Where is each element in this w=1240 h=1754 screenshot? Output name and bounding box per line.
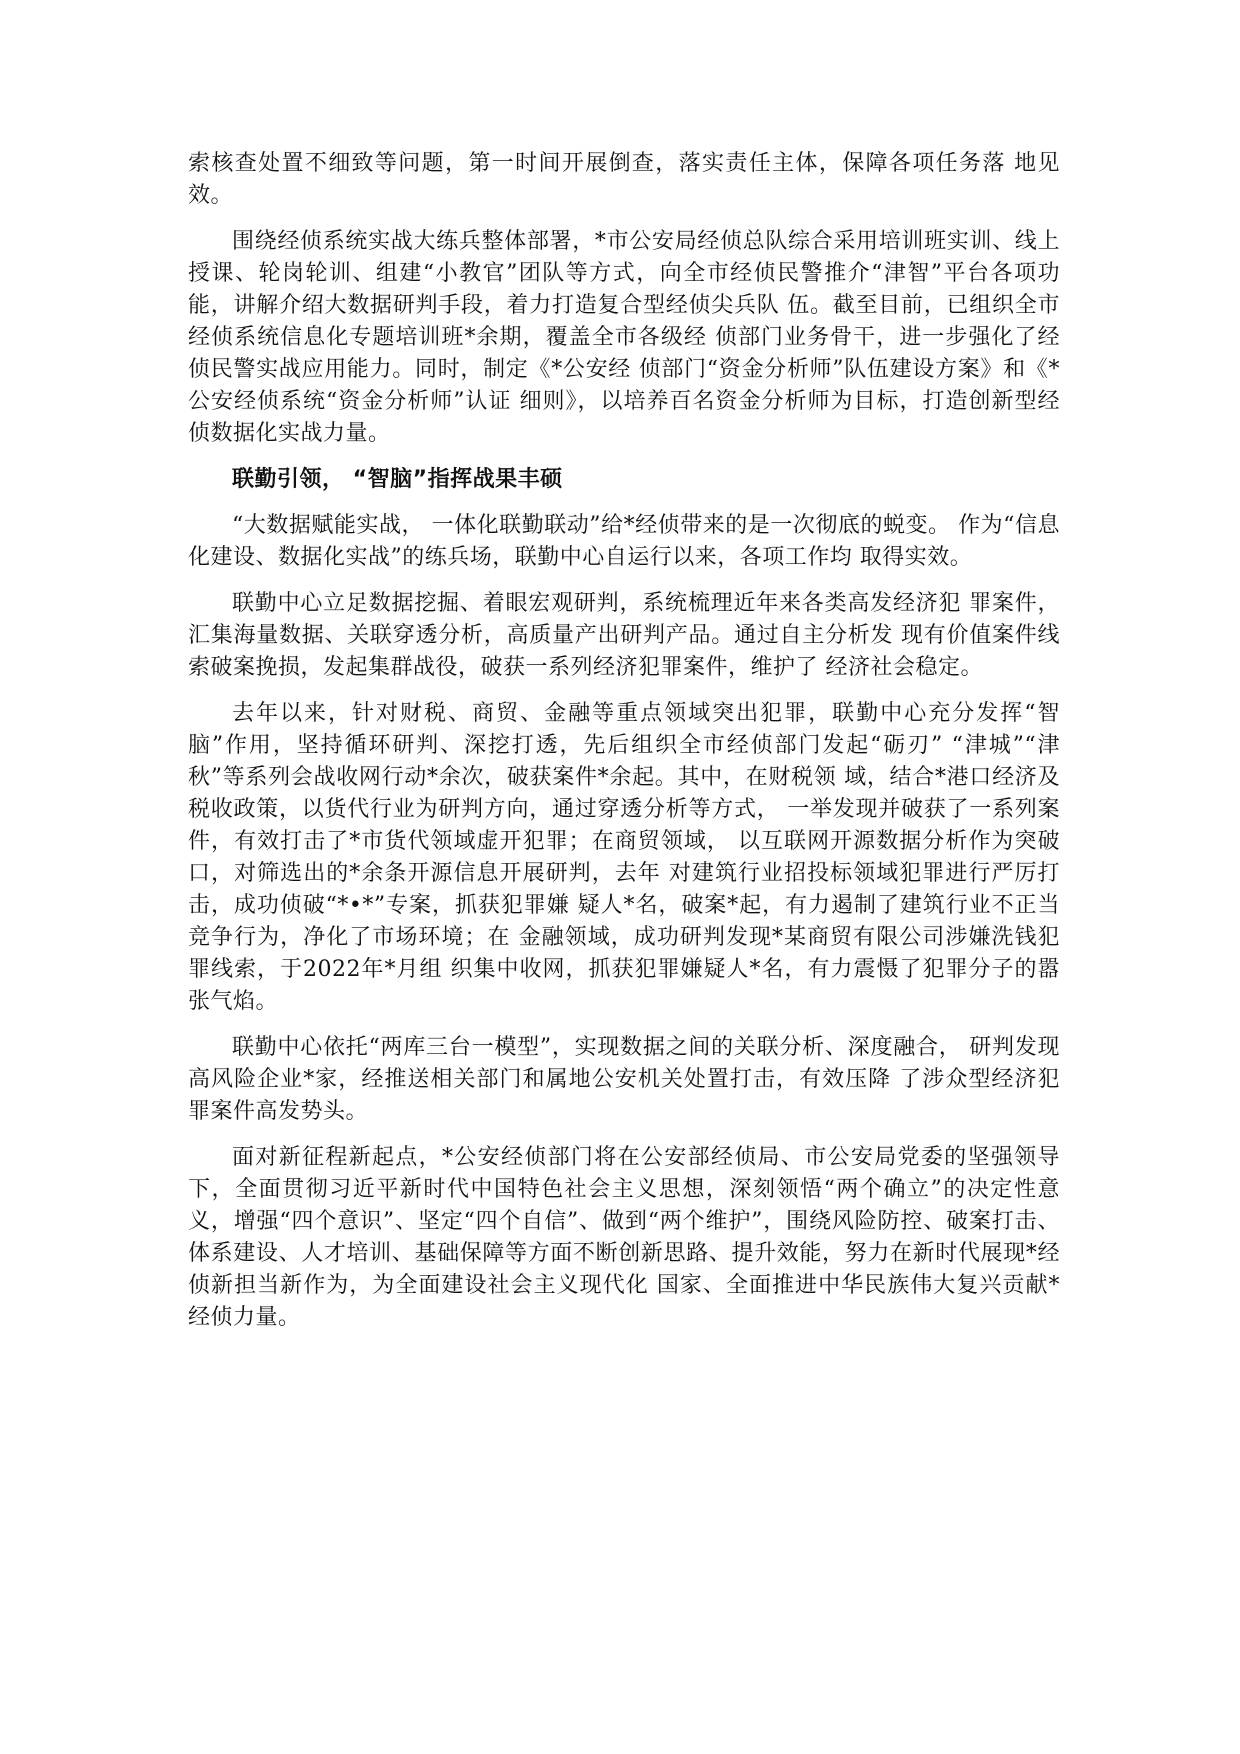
document-body (188, 148, 1060, 1348)
paragraph-conclusion: 面对新征程新起点，*公安经侦部门将在公安部经侦局、市公安局党委的坚强领导下，全面贯彻习近平新时代中国特色社会主义思想，深刻领悟“两个确立”的决定性意义，增强“四个意识”、坚定“四个自信”、做到“两个维护”，围绕风险防控、破案打击、体系建设、人才培训、基础保障等方面不断创新思路、提升效能，努力在新时代展现*经侦新担当新作为，为全面建设社会主义现代化 国家、全面推进中华民族伟大复兴贡献*经侦力量。 (188, 1145, 1060, 1330)
paragraph-campaigns: 去年以来，针对财税、商贸、金融等重点领域突出犯罪，联勤中心充分发挥“智脑”作用，坚持循环研判、深挖打透，先后组织全市经侦部门发起“砺刃” “津城”“津秋”等系列会战收网行动*余次，破获案件*余起。其中，在财税领 域，结合*港口经济及税收政策，以货代行业为研判方向，通过穿透分析等方式， 一举发现并破获了一系列案件，有效打击了*市货代领域虚开犯罪；在商贸领域， 以互联网开源数据分析作为突破口，对筛选出的*余条开源信息开展研判，去年 对建筑行业招投标领域犯罪进行严厉打击，成功侦破“*•*”专案，抓获犯罪嫌 疑人*名，破案*起，有力遏制了建筑行业不正当竞争行为，净化了市场环境；在 金融领域，成功研判发现*某商贸有限公司涉嫌洗钱犯罪线索，于2022年*月组 织集中收网，抓获犯罪嫌疑人*名，有力震慑了犯罪分子的嚣张气焰。 (188, 701, 1060, 1014)
paragraph-continued: 索核查处置不细致等问题，第一时间开展倒查，落实责任主体，保障各项任务落 地见效。 (188, 151, 1060, 208)
paragraph-model: 联勤中心依托“两库三台一模型”，实现数据之间的关联分析、深度融合， 研判发现高风险企业*家，经推送相关部门和属地公安机关处置打击，有效压降 了涉众型经济犯罪案件高发势头。 (188, 1035, 1060, 1124)
paragraph-training: 围绕经侦系统实战大练兵整体部署，*市公安局经侦总队综合采用培训班实训、线上授课、轮岗轮训、组建“小教官”团队等方式，向全市经侦民警推介“津智”平台各项功能，讲解介绍大数据研判手段，着力打造复合型经侦尖兵队 伍。截至目前，已组织全市经侦系统信息化专题培训班*余期，覆盖全市各级经 侦部门业务骨干，进一步强化了经侦民警实战应用能力。同时，制定《*公安经 侦部门“资金分析师”队伍建设方案》和《*公安经侦系统“资金分析师”认证 细则》，以培养百名资金分析师为目标，打造创新型经侦数据化实战力量。 (188, 229, 1060, 446)
section-heading: 联勤引领， “智脑”指挥战果丰硕 (232, 467, 563, 492)
paragraph-data-mining: 联勤中心立足数据挖掘、着眼宏观研判，系统梳理近年来各类高发经济犯 罪案件，汇集海量数据、关联穿透分析，高质量产出研判产品。通过自主分析发 现有价值案件线索破案挽损，发起集群战役，破获一系列经济犯罪案件，维护了 经济社会稳定。 (188, 591, 1060, 680)
paragraph-big-data: “大数据赋能实战， 一体化联勤联动”给*经侦带来的是一次彻底的蜕变。 作为“信息化建设、数据化实战”的练兵场，联勤中心自运行以来，各项工作均 取得实效。 (188, 513, 1060, 570)
